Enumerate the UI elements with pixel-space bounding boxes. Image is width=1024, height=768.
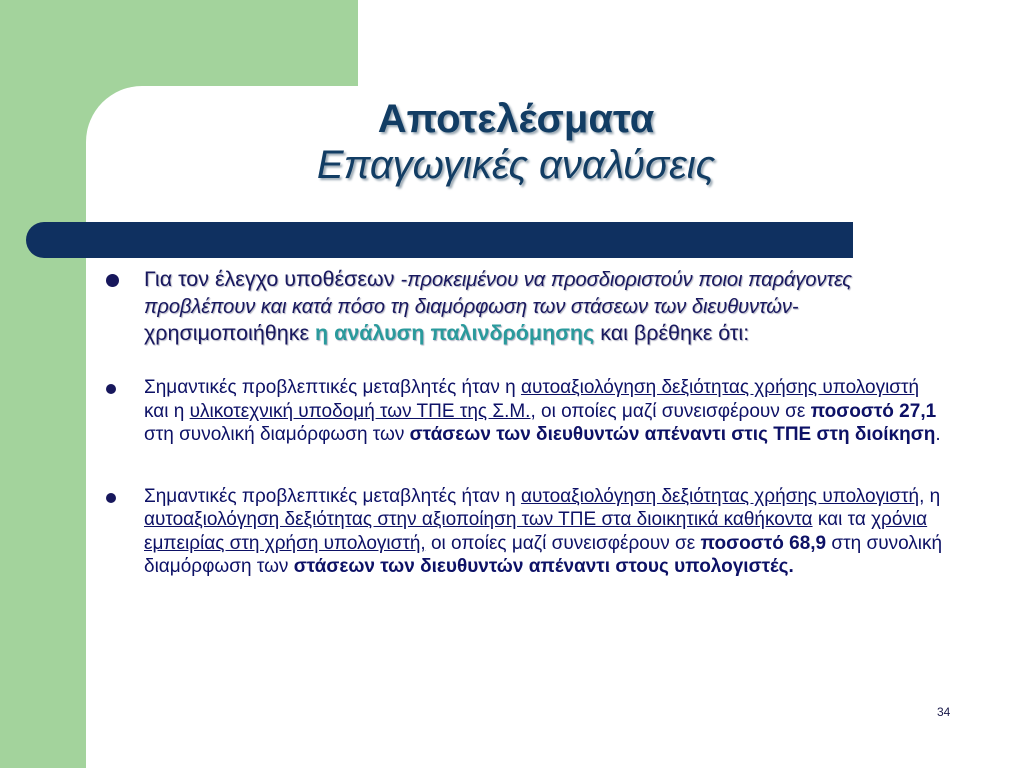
bullet1-text: Για τον έλεγχο υποθέσεων <box>144 267 401 291</box>
bullet2-text: στη συνολική διαμόρφωση των <box>144 424 410 445</box>
bullet2-text: και η <box>144 400 190 422</box>
bullet3-bold: ποσοστό 68,9 <box>700 532 827 554</box>
bullet2-text: Σημαντικές προβλεπτικές μεταβλητές ήταν η <box>144 377 521 398</box>
bullet-dot-icon <box>106 493 116 503</box>
bullet3-text: και τα <box>812 509 872 530</box>
bullet1-text: και βρέθηκε ότι: <box>594 321 750 345</box>
bullet2-text: . <box>935 424 941 445</box>
bullet-dot-icon <box>106 274 119 287</box>
bullet1-text: χρησιμοποιήθηκε <box>144 321 316 345</box>
bullet3-underlined: χρόνια εμπειρίας στη χρήση υπολογιστή, <box>144 509 928 554</box>
page-number: 34 <box>937 705 951 719</box>
title-block <box>86 96 946 188</box>
bullet3-text: Σημαντικές προβλεπτικές μεταβλητές ήταν η <box>144 485 521 507</box>
bullet3-bold: στάσεων των διευθυντών απέναντι στους υπολογιστές. <box>293 556 794 577</box>
bullet-item-1 <box>104 266 944 346</box>
slide-subtitle: Επαγωγικές αναλύσεις <box>316 143 716 187</box>
bullet-dot-icon <box>106 384 116 394</box>
title-divider-bar <box>26 222 853 258</box>
bullet3-underlined: αυτοαξιολόγηση δεξιότητας στην αξιοποίηση των ΤΠΕ στα διοικητικά καθήκοντα <box>144 509 813 530</box>
top-white-strip <box>358 0 1024 86</box>
bullet2-text: οι οποίες μαζί συνεισφέρουν σε <box>535 400 811 422</box>
bullet2-bold: στάσεων των διευθυντών απέναντι στις ΤΠΕ στη διοίκηση <box>409 424 936 445</box>
bullet2-bold: ποσοστό 27,1 <box>810 400 937 422</box>
bullet2-underlined: αυτοαξιολόγηση δεξιότητας χρήσης υπολογιστή <box>520 377 920 398</box>
bullet1-highlight: η ανάλυση παλινδρόμησης <box>315 321 595 345</box>
bullet-item-2 <box>104 376 944 447</box>
bullet3-text: , η <box>919 485 941 507</box>
bullet3-text: οι οποίες μαζί συνεισφέρουν σε <box>425 532 701 554</box>
bullet-list <box>104 266 944 579</box>
bullet-item-3 <box>104 485 944 579</box>
bullet2-underlined: υλικοτεχνική υποδομή των ΤΠΕ της Σ.Μ., <box>189 400 536 422</box>
slide-title: Αποτελέσματα <box>377 97 655 141</box>
bullet3-underlined: αυτοαξιολόγηση δεξιότητας χρήσης υπολογιστή <box>520 485 920 507</box>
bullet3-text: στη συνολική διαμόρφωση των <box>144 532 943 577</box>
bullet1-italic: -προκειμένου να προσδιοριστούν ποιοι παράγοντες προβλέπουν και κατά πόσο τη διαμόρφωση των στάσεων των διευθυντών- <box>144 269 853 318</box>
